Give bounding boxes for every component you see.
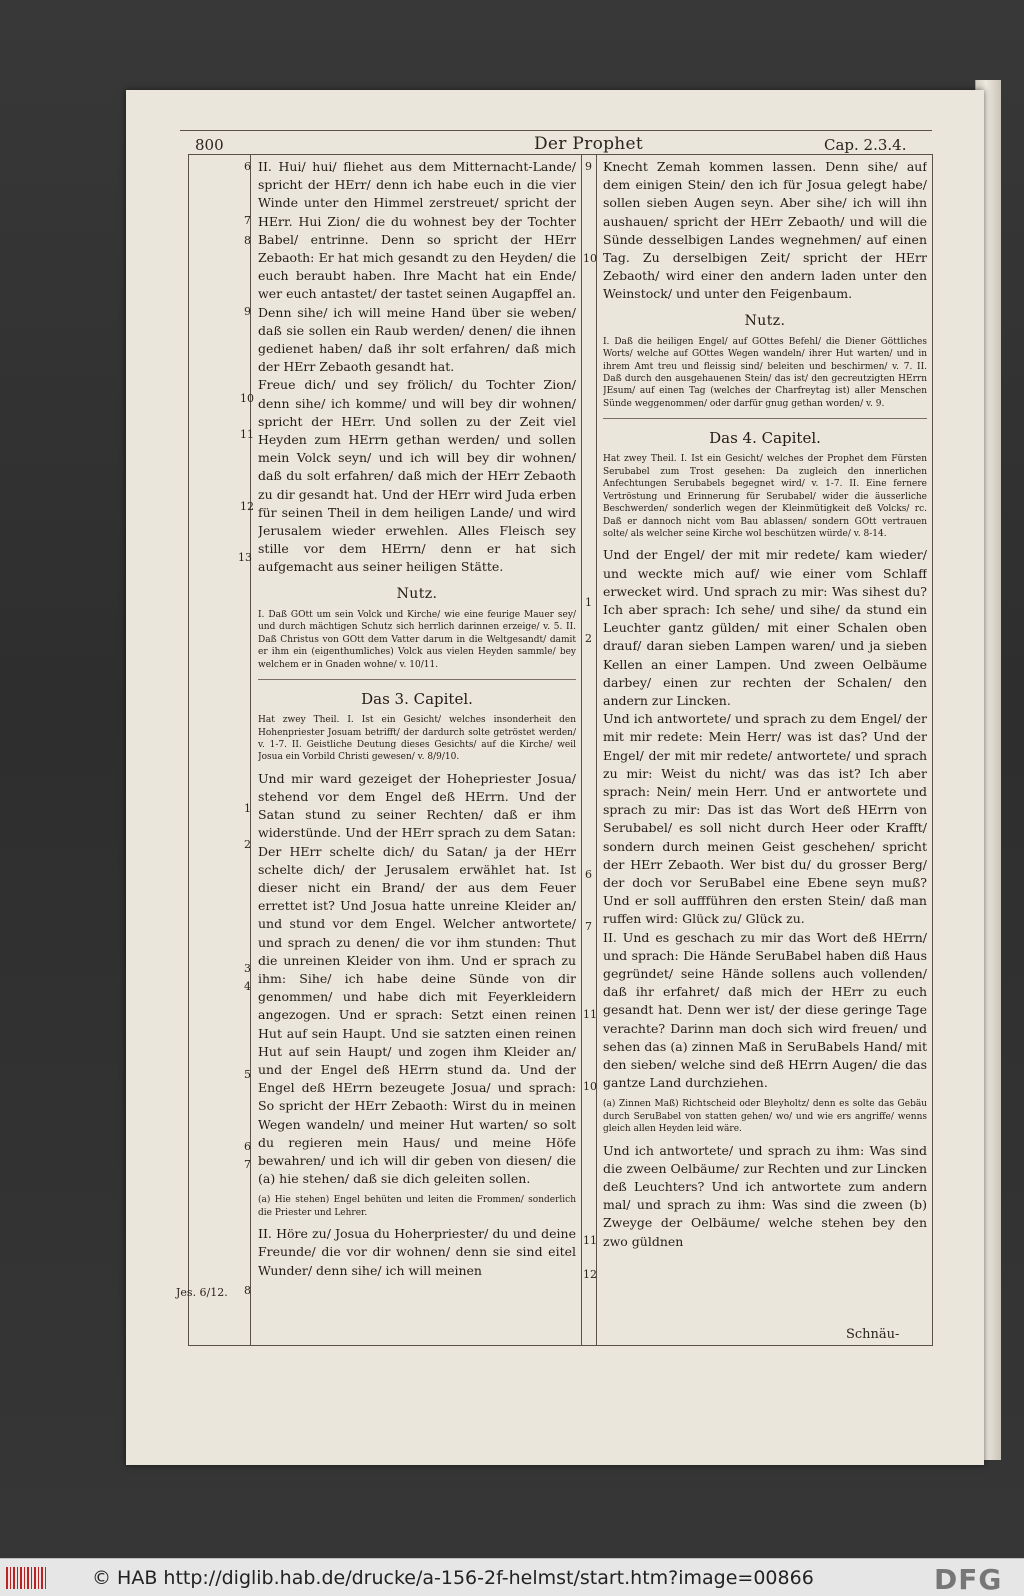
footnote: (a) Zinnen Maß) Richtscheid oder Bleyholtz/ denn es solte das Gebäu durch SeruBabel von statten gehen/ wo/ und wie ers angriffe/ wenns gleich allen Heyden leid wäre. [603, 1099, 927, 1135]
verse-number: 10 [583, 252, 597, 265]
verse-number: 8 [244, 234, 251, 247]
nutz-text: I. Daß die heiligen Engel/ auf GOttes Befehl/ die Diener Göttliches Worts/ welche auf GOttes Wegen wandeln/ ihrer Hut warten/ und in ihrem Amt treu und fleissig sind/ beleiten und beschirmen/ v. 7. II. Daß durch den ausgehauenen Stein/ das ist/ den gecreutzigten HErrn JEsum/ auf einen Tag (welches der Charfreytag ist) aller Menschen Sünde weggenommen/ oder darfür gnug gethan worden/ v. 9. [603, 336, 927, 409]
verse-number: 11 [240, 428, 254, 441]
verse-number: 11 [583, 1008, 597, 1021]
verse-number: 11 [583, 1234, 597, 1247]
verse-number: 10 [240, 392, 254, 405]
verse-number: 3 [244, 962, 251, 975]
left-column [258, 158, 576, 1338]
verse-block: Und der Engel/ der mit mir redete/ kam wieder/ und weckte mich auf/ wie einer vom Schlaff erwecket wird. Und sprach zu mir: Was sihest du? Ich aber sprach: Ich sehe/ und sihe/ da stund ein Leuchter gantz gülden/ mit einer Schalen oben drauf/ daran sieben Lampen waren/ und ja sieben Kellen an einer Lampen. Und zween Oelbäume darbey/ einen zur rechten der Schalen/ den andern zur Lincken. [603, 547, 927, 708]
verse-block: II. Und es geschach zu mir das Wort deß HErrn/ und sprach: Die Hände SeruBabel haben diß Haus gegründet/ seine Hände sollens auch vollenden/ daß ihr erfahret/ daß mich der HErr zu euch gesandt hat. Denn wer ist/ der diese geringe Tage verachte? Darinn man doch sich wird freuen/ und sehen das (a) zinnen Maß in SeruBabels Hand/ mit den sieben/ welche sind deß HErrn Augen/ die das gantze Land durchziehen. [603, 929, 927, 1091]
verse-number: 8 [244, 1284, 251, 1297]
verse-number: 6 [244, 1140, 251, 1153]
nutz-heading: Nutz. [396, 585, 438, 602]
chapter-summary: Hat zwey Theil. I. Ist ein Gesicht/ welches der Prophet dem Fürsten Serubabel zum Trost gesehen: Da zugleich den innerlichen Anfechtungen Serubabels begegnet wird/ v. 1-7. II. Eine fernere Vertröstung und Erinnerung für Serubabel/ wider die äusserliche Beschwerden/ sonderlich wegen der Kleinmütigkeit deß Volcks/ rc. Daß er dannoch nicht vom Bau ablassen/ sondern GOtt vertrauen solte/ als welcher seine Kirche wol beschützen würde/ v. 8-14. [603, 454, 927, 539]
verse-number: 6 [244, 160, 251, 173]
verse-number: 5 [244, 1068, 251, 1081]
column-divider-inner [596, 154, 597, 1346]
verse-block: II. Hui/ hui/ fliehet aus dem Mitternacht-Lande/ spricht der HErr/ denn ich habe euch in die vier Winde unter den Himmel zerstreuet/ spricht der HErr. Hui Zion/ die du wohnest bey der Tochter Babel/ entrinne. Denn so spricht der HErr Zebaoth: Er hat mich gesandt zu den Heyden/ die euch beraubt haben. Ihre Macht hat ein Ende/ wer euch antastet/ der tastet seinen Augapffel an. Denn sihe/ ich will meine Hand über sie weben/ daß sie sollen ein Raub werden/ denen/ die ihnen gedienet haben/ daß ihr solt erfahren/ daß mich der HErr Zebaoth gesandt hat. [258, 159, 576, 375]
chapter-summary: Hat zwey Theil. I. Ist ein Gesicht/ welches insonderheit den Hohenpriester Josuam betrifft/ der dardurch solte getröstet werden/ v. 1-7. II. Geistliche Deutung dieses Gesichts/ auf die Kirche/ weil Josua ein Vorbild Christi gewesen/ v. 8/9/10. [258, 715, 576, 763]
right-column [603, 158, 927, 1338]
verse-number: 10 [583, 1080, 597, 1093]
verse-block: Und ich antwortete/ und sprach zu ihm: Was sind die zween Oelbäume/ zur Rechten und zur Lincken deß Leuchters? Und ich antwortete zum andern mal/ und sprach zu ihm: Was sind die zween (b) Zweyge der Oelbäume/ welche stehen bey den zwo güldnen [603, 1142, 927, 1249]
verse-number: 13 [238, 551, 252, 564]
verse-number: 12 [240, 500, 254, 513]
chapter-heading: Das 3. Capitel. [258, 679, 576, 708]
footnote: (a) Hie stehen) Engel behüten und leiten die Frommen/ sonderlich die Priester und Lehrer. [258, 1195, 576, 1218]
chapter-reference: Cap. 2.3.4. [824, 136, 907, 154]
verse-number: 9 [244, 305, 251, 318]
verse-block: II. Höre zu/ Josua du Hoherpriester/ du und deine Freunde/ die vor dir wohnen/ denn sie sind eitel Wunder/ denn sihe/ ich will meinen [258, 1226, 576, 1278]
verse-number: 9 [585, 160, 592, 173]
verse-number: 1 [585, 596, 592, 609]
verse-number: 7 [244, 1158, 251, 1171]
verse-number: 1 [244, 802, 251, 815]
nutz-heading: Nutz. [744, 312, 786, 329]
verse-block: Freue dich/ und sey frölich/ du Tochter Zion/ denn sihe/ ich komme/ und will bey dir wohnen/ spricht der HErr. Und sollen zu der Zeit viel Heyden zum HErrn gethan werden/ und sollen mein Volck seyn/ und ich will bey dir wohnen/ daß du solt erfahren/ daß mich der HErr Zebaoth zu dir gesandt hat. Und der HErr wird Juda erben für seinen Theil in dem heiligen Lande/ und wird Jerusalem wieder erwehlen. Alles Fleisch sey stille vor dem HErrn/ denn er hat sich aufgemacht aus seiner heiligen Stätte. [258, 377, 576, 575]
verse-number: 7 [585, 920, 592, 933]
hab-logo-icon [6, 1567, 46, 1589]
margin-reference: Jes. 6/12. [176, 1286, 228, 1299]
verse-block: Und ich antwortete/ und sprach zu dem Engel/ der mit mir redete: Mein Herr/ was ist das? Und der Engel/ der mit mir redete/ antwortete/ und sprach zu mir: Weist du nicht/ was das ist? Ich aber sprach: Nein/ mein Herr. Und er antwortete und sprach zu mir: Das ist das Wort deß HErrn von Serubabel/ es soll nicht durch Heer oder Krafft/ sondern durch meinen Geist geschehen/ spricht der HErr Zebaoth. Wer bist du/ du grosser Berg/ der doch vor SeruBabel eine Ebene seyn muß? Und er soll auffführen den ersten Stein/ daß man ruffen wird: Glück zu/ Glück zu. [603, 711, 927, 927]
verse-number: 6 [585, 868, 592, 881]
verse-number: 4 [244, 980, 251, 993]
verse-block: Knecht Zemah kommen lassen. Denn sihe/ auf dem einigen Stein/ den ich für Josua gelegt habe/ sollen sieben Augen seyn. Aber sihe/ ich will ihn aushauen/ spricht der HErr Zebaoth/ und will die Sünde desselbigen Landes wegnehmen/ auf einen Tag. Zu derselbigen Zeit/ spricht der HErr Zebaoth/ wird einer den andern laden unter den Weinstock/ und unter den Feigenbaum. [603, 159, 927, 302]
verse-number: 12 [583, 1268, 597, 1281]
nutz-text: I. Daß GOtt um sein Volck und Kirche/ wie eine feurige Mauer sey/ und durch mächtigen Schutz sich herrlich darinnen erzeige/ v. 5. II. Daß Christus von GOtt dem Vatter darum in die Weltgesandt/ damit er ihm ein (eigenthumliches) Volck aus vielen Heyden sammle/ bey welchem er in Gnaden wohne/ v. 10/11. [258, 609, 576, 670]
chapter-heading: Das 4. Capitel. [603, 418, 927, 447]
verse-number: 2 [585, 632, 592, 645]
catchword: Schnäu- [846, 1327, 900, 1342]
verse-number: 2 [244, 838, 251, 851]
copyright-link[interactable]: © HAB http://diglib.hab.de/drucke/a-156-2f-helmst/start.htm?image=00866 [92, 1567, 814, 1589]
dfg-logo: DFG [934, 1563, 1003, 1596]
column-divider [581, 154, 582, 1346]
running-title: Der Prophet [534, 134, 644, 154]
page-number: 800 [195, 136, 224, 154]
verse-block: Und mir ward gezeiget der Hohepriester Josua/ stehend vor dem Engel deß HErrn. Und der Satan stund zu seiner Rechten/ daß er ihm widerstünde. Und der HErr sprach zu dem Satan: Der HErr schelte dich/ du Satan/ ja der HErr schelte dich/ der Jerusalem erwählet hat. Ist dieser nicht ein Brand/ der aus dem Feuer errettet ist? Und Josua hatte unreine Kleider an/ und stund vor dem Engel. Welcher antwortete/ und sprach zu denen/ die vor ihm stunden: Thut die unreinen Kleider von ihm. Und er sprach zu ihm: Sihe/ ich habe deine Sünde von dir genommen/ und habe dich mit Feyerkleidern angezogen. Und er sprach: Setzt einen reinen Hut auf sein Haupt. Und sie satzten einen reinen Hut auf sein Haupt/ und zogen ihm Kleider an/ und der Engel deß HErrn stund da. Und der Engel deß HErrn bezeugete Josua/ und sprach: So spricht der HErr Zebaoth: Wirst du in meinen Wegen wandeln/ und meiner Hut warten/ so solt du regieren mein Haus/ und meine Höfe bewahren/ und ich will dir geben von diesen/ die (a) hie stehen/ daß sie dich geleiten sollen. [258, 770, 576, 1187]
verse-number: 7 [244, 214, 251, 227]
footer-bar [0, 1558, 1024, 1596]
